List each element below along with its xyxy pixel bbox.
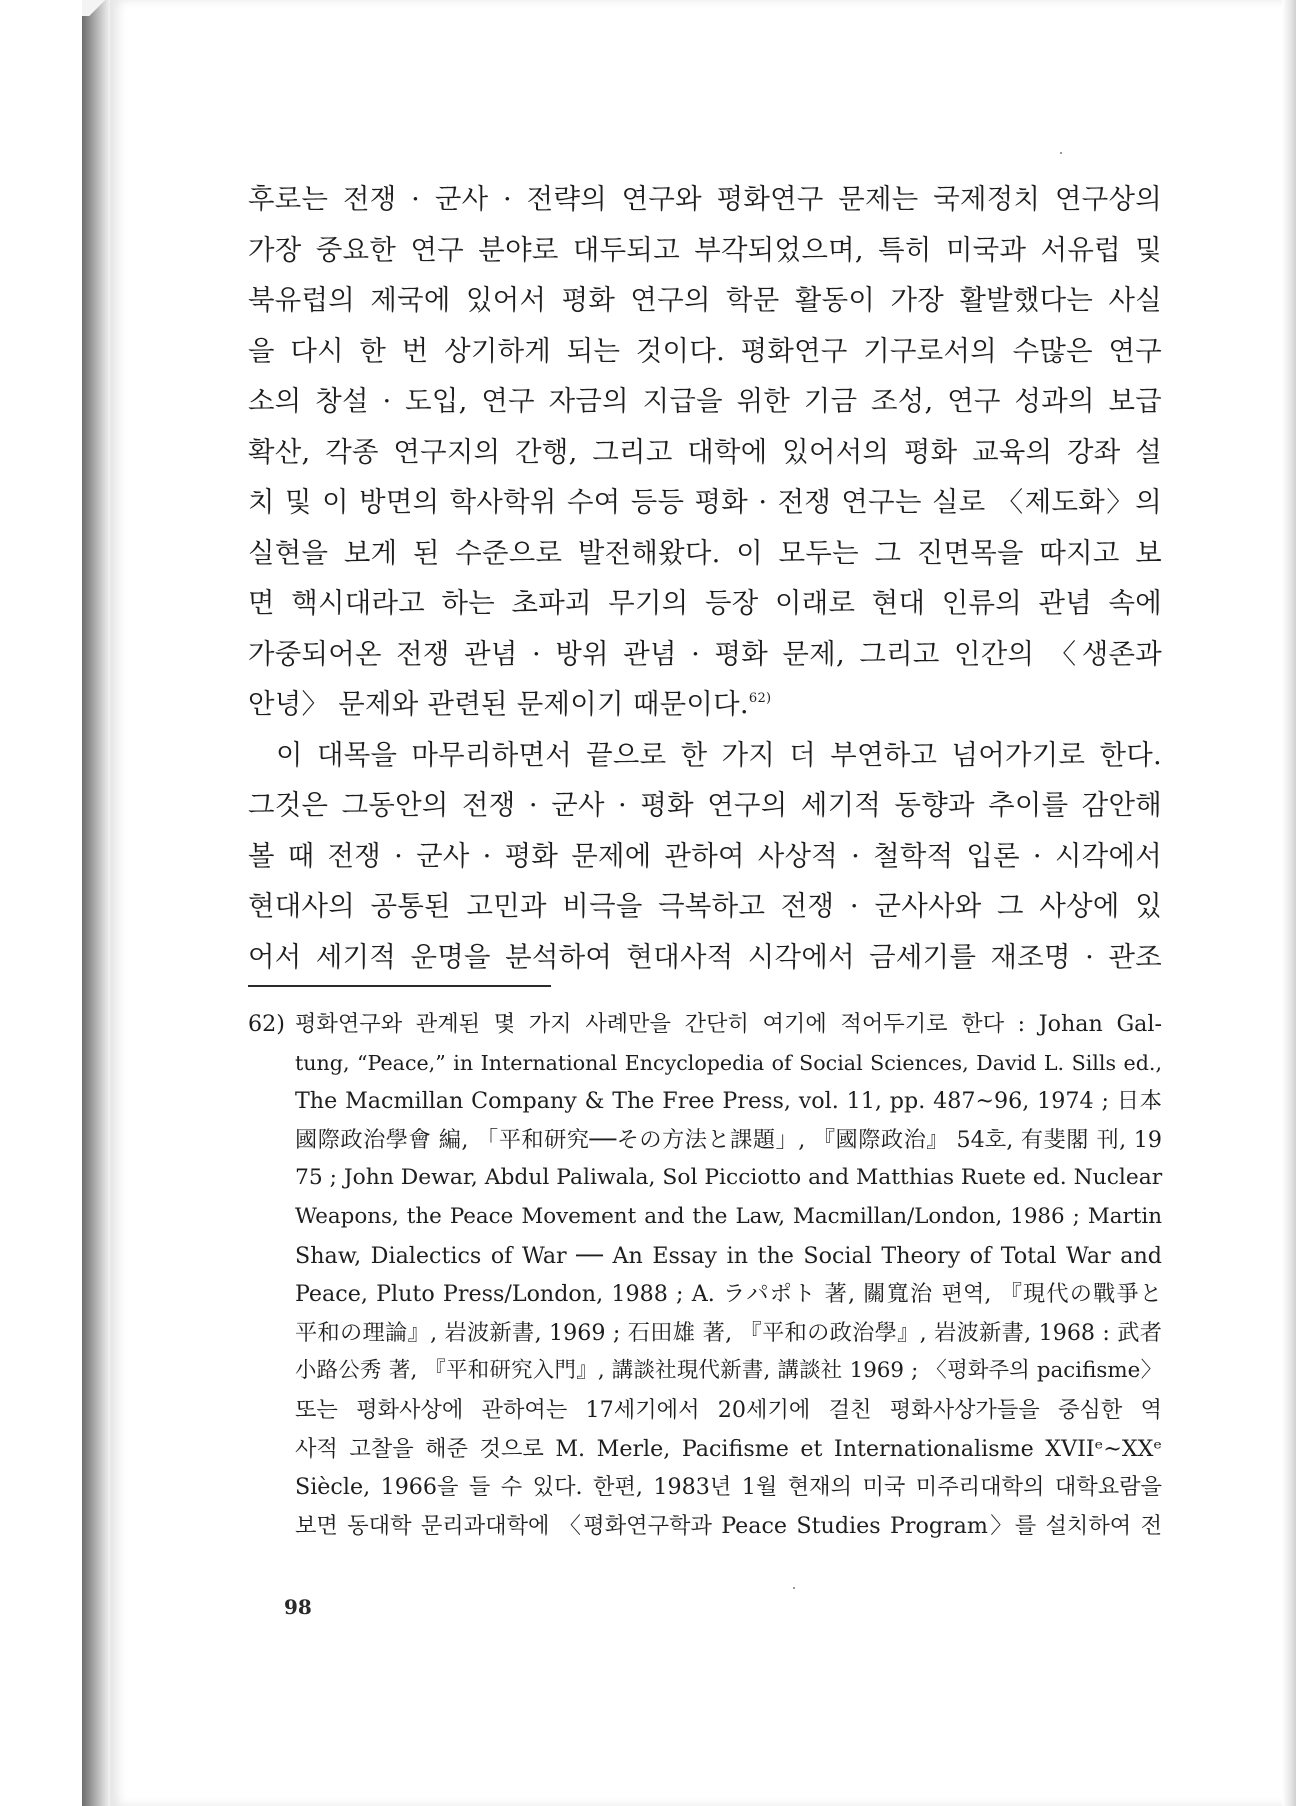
body-line: 을 다시 한 번 상기하게 되는 것이다. 평화연구 기구로서의 수많은 연구	[248, 335, 1162, 367]
body-line: 볼 때 전쟁 · 군사 · 평화 문제에 관하여 사상적 · 철학적 입론 · 시각에서	[248, 840, 1162, 872]
body-line: 후로는 전쟁 · 군사 · 전략의 연구와 평화연구 문제는 국제정치 연구상의	[248, 184, 1162, 215]
book-corner	[82, 0, 112, 16]
body-line: 면 핵시대라고 하는 초파괴 무기의 등장 이래로 현대 인류의 관념 속에	[248, 588, 1162, 619]
footnote-line: Shaw, Dialectics of War ── An Essay in the Social Theory of Total War and	[295, 1242, 1162, 1269]
footnote-line-text: 평화연구와 관계된 몇 가지 사례만을 간단히 여기에 적어두기로 한다 : Johan Gal-	[295, 1011, 1162, 1037]
body-line: 소의 창설 · 도입, 연구 자금의 지급을 위한 기금 조성, 연구 성과의 보급	[248, 386, 1162, 417]
page-right-edge-shadow	[1282, 0, 1296, 1806]
footnote-first-line	[248, 1005, 1162, 1044]
footnote	[248, 1005, 1162, 1545]
body-line: 치 및 이 방면의 학사학위 수여 등등 평화 · 전쟁 연구는 실로 〈제도화〉의	[248, 487, 1162, 518]
body-line: 가장 중요한 연구 분야로 대두되고 부각되었으며, 특히 미국과 서유럽 및	[248, 234, 1162, 266]
body-line: 현대사의 공통된 고민과 비극을 극복하고 전쟁 · 군사사와 그 사상에 있	[248, 891, 1162, 922]
page-number: 98	[284, 1595, 312, 1619]
body-line: 어서 세기적 운명을 분석하여 현대사적 시각에서 금세기를 재조명 · 관조	[248, 941, 1162, 973]
footnote-line: Peace, Pluto Press/London, 1988 ; A. ラパポト 著, 關寬治 편역, 『現代の戰爭と	[295, 1281, 1162, 1308]
footnote-number: 62)	[248, 1011, 285, 1037]
footnote-line: 또는 평화사상에 관하여는 17세기에서 20세기에 걸친 평화사상가들을 중심한 역	[295, 1396, 1162, 1423]
body-line: 그것은 그동안의 전쟁 · 군사 · 평화 연구의 세기적 동향과 추이를 감안해	[248, 790, 1162, 821]
footnote-line: 75 ; John Dewar, Abdul Paliwala, Sol Picciotto and Matthias Ruete ed. Nuclear	[295, 1165, 1163, 1191]
footnote-line: 小路公秀 著, 『平和研究入門』, 講談社現代新書, 講談社 1969 ; 〈평화주의 pacifisme〉	[295, 1358, 1162, 1384]
footnote-line: 平和の理論』, 岩波新書, 1969 ; 石田雄 著, 『平和の政治學』, 岩波新書, 1968 : 武者	[295, 1319, 1162, 1346]
book-page-stack-edge	[82, 0, 110, 1806]
scan-speck	[793, 1587, 795, 1589]
scan-speck	[1060, 152, 1062, 154]
footnote-reference: 62)	[748, 691, 772, 706]
footnote-line: 보면 동대학 문리과대학에 〈평화연구학과 Peace Studies Program〉를 설치하여 전	[295, 1512, 1162, 1539]
body-line: 확산, 각종 연구지의 간행, 그리고 대학에 있어서의 평화 교육의 강좌 설	[248, 436, 1163, 468]
footnote-line: 사적 고찰을 해준 것으로 M. Merle, Pacifisme et Internationalisme XVIIᵉ~XXᵉ	[295, 1435, 1162, 1462]
footnote-line: tung, “Peace,” in International Encyclopedia of Social Sciences, David L. Sills ed.,	[295, 1050, 1162, 1075]
footnote-line: Weapons, the Peace Movement and the Law, Macmillan/London, 1986 ; Martin	[295, 1203, 1162, 1229]
body-line: 가중되어온 전쟁 관념 · 방위 관념 · 평화 문제, 그리고 인간의 〈생존과	[248, 638, 1162, 670]
body-line-text: 안녕〉 문제와 관련된 문제이기 때문이다.	[248, 689, 749, 720]
body-line-paragraph-end	[248, 680, 1162, 731]
body-line: 실현을 보게 된 수준으로 발전해왔다. 이 모두는 그 진면목을 따지고 보	[248, 537, 1162, 569]
footnote-line: 國際政治學會 編, 「平和研究──その方法と課題」, 『國際政治』 54호, 有斐閣 刊, 19	[295, 1126, 1162, 1153]
body-text	[248, 175, 1162, 983]
footnote-line: Siècle, 1966을 들 수 있다. 한편, 1983년 1월 현재의 미국 미주리대학의 대학요람을	[295, 1474, 1162, 1501]
footnote-line: The Macmillan Company & The Free Press, vol. 11, pp. 487~96, 1974 ; 日本	[295, 1088, 1162, 1115]
body-line: 북유럽의 제국에 있어서 평화 연구의 학문 활동이 가장 활발했다는 사실	[248, 285, 1162, 316]
footnote-separator	[248, 985, 551, 987]
body-line-paragraph-start: 이 대목을 마무리하면서 끝으로 한 가지 더 부연하고 넘어가기로 한다.	[276, 739, 1162, 771]
